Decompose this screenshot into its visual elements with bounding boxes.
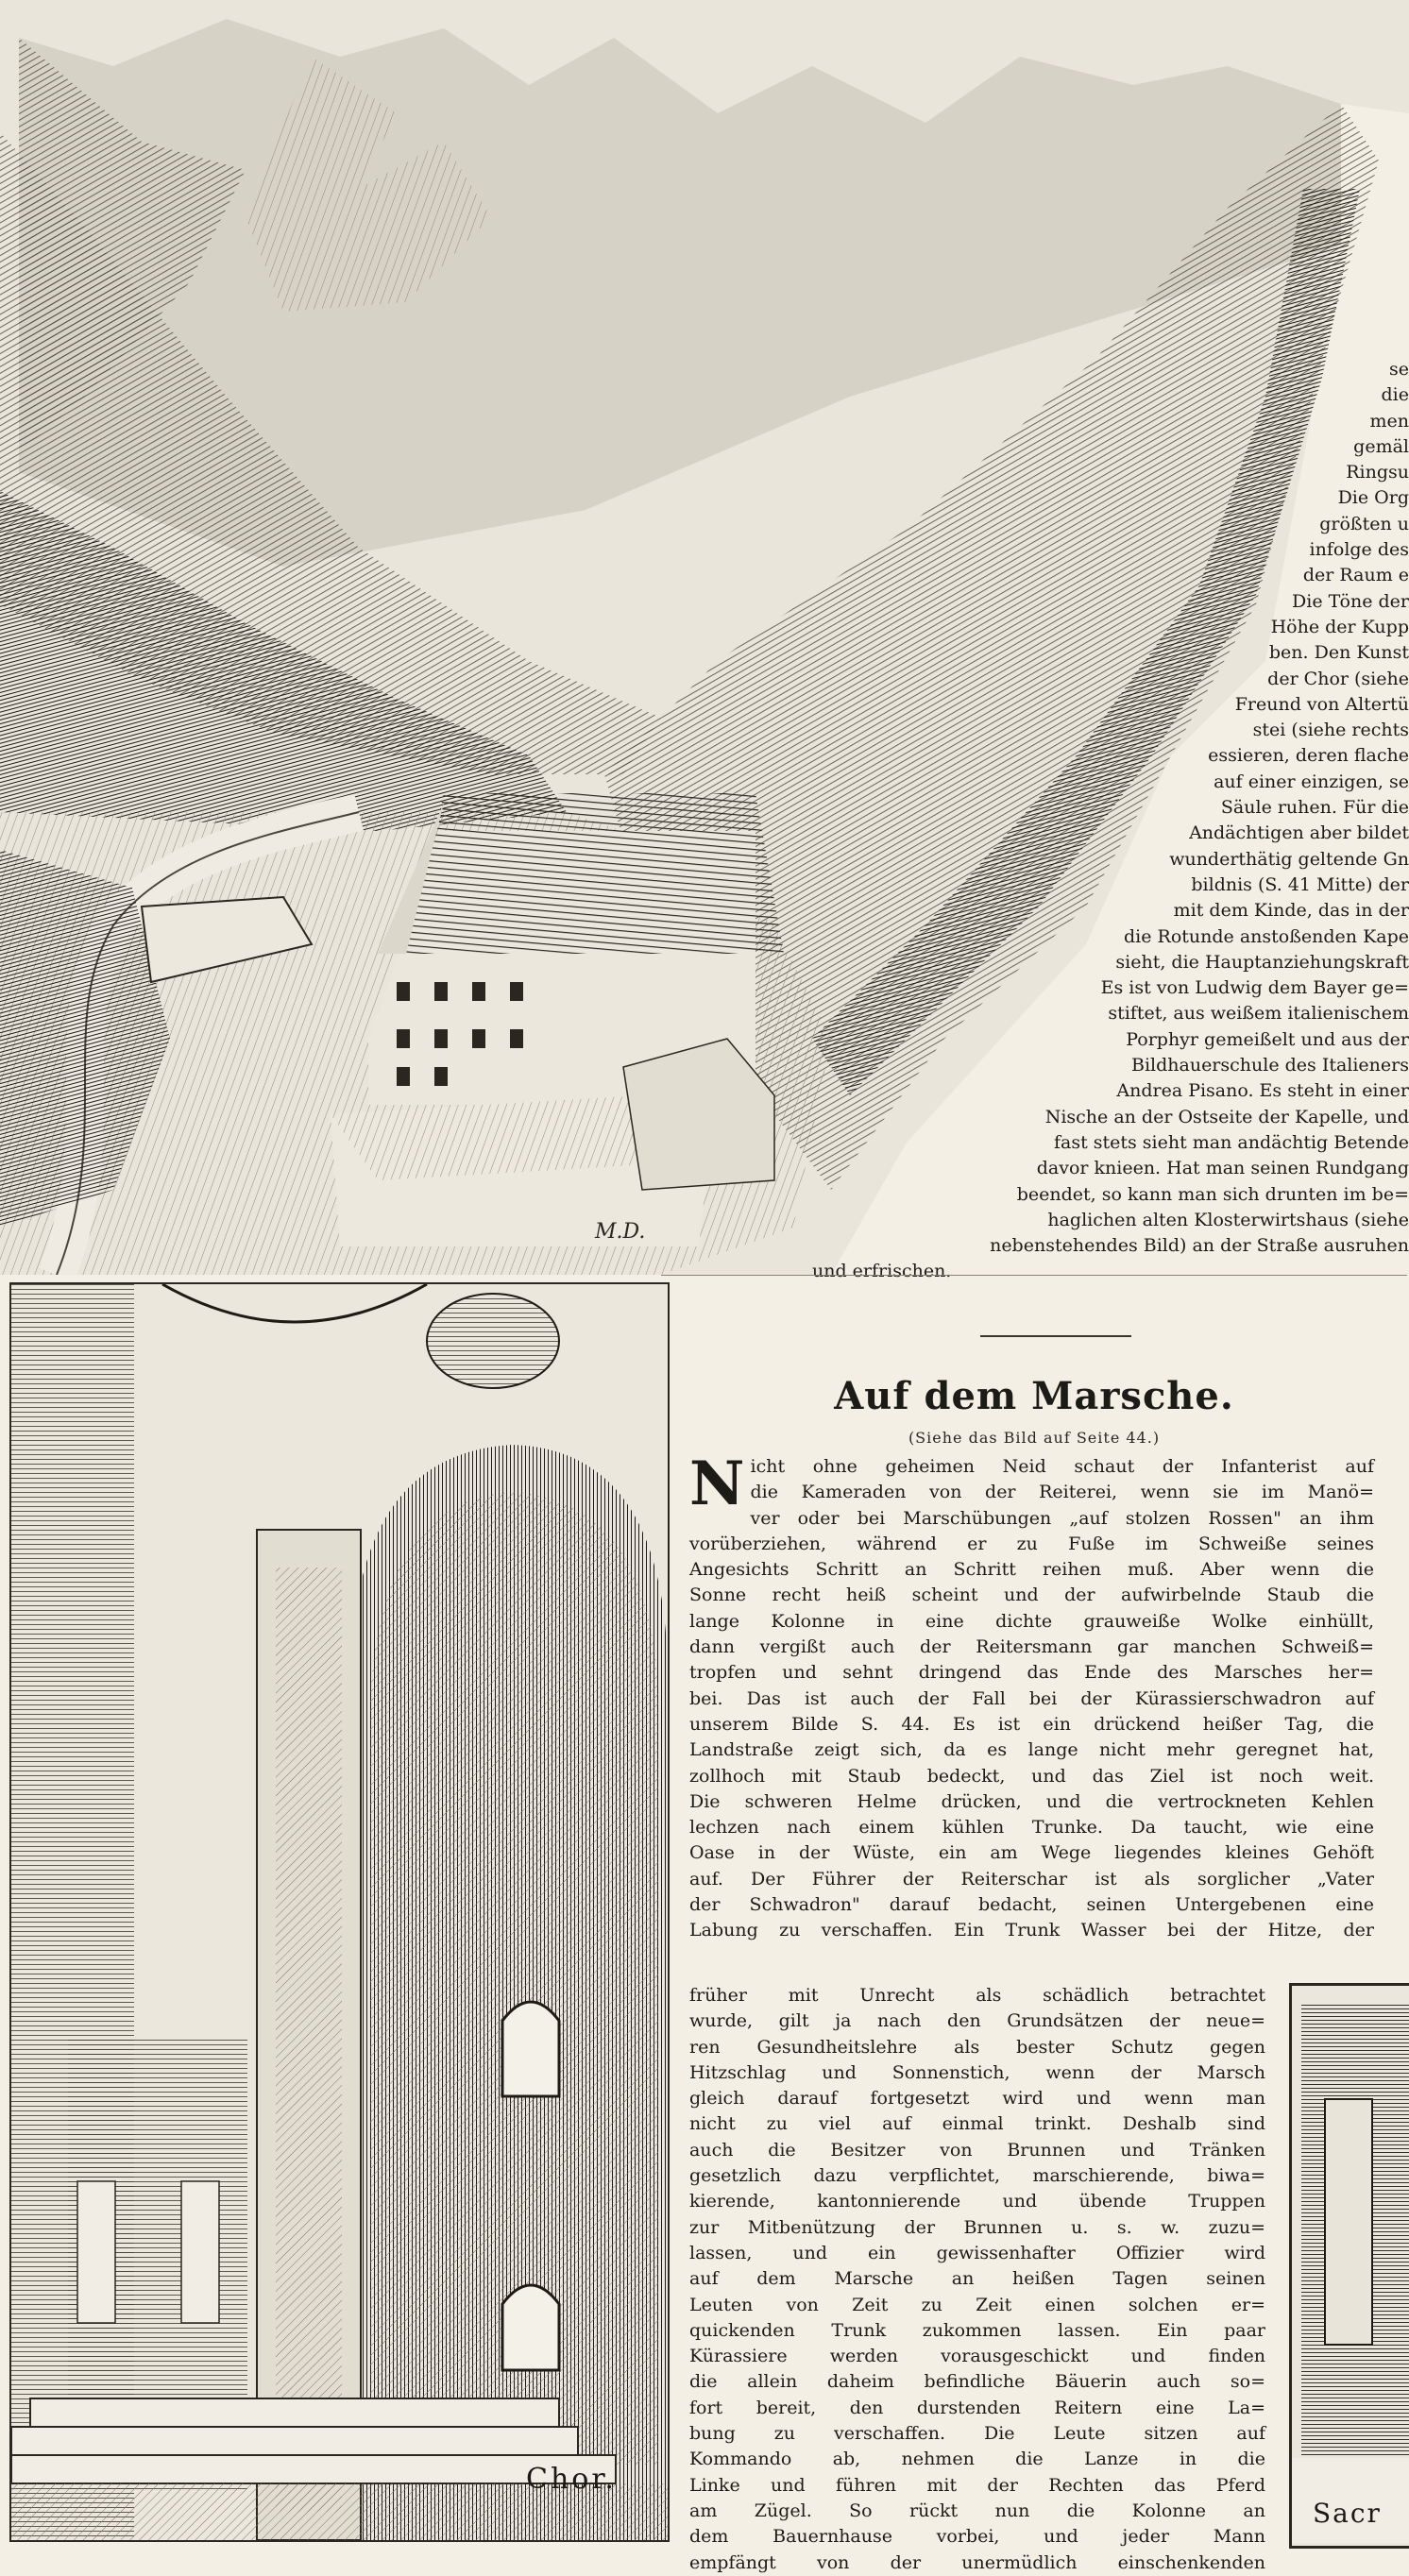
text-line: lange Kolonne in eine dichte grauweiße Wolke einhüllt, [689,1610,1374,1632]
text-line: haglichen alten Klosterwirtshaus (siehe [1047,1209,1409,1230]
text-line: wunderthätig geltende Gn [1169,848,1409,870]
text-line: stiftet, aus weißem italienischem [1108,1003,1409,1025]
text-line: Die Org [1337,487,1409,509]
text-line: infolge des [1309,539,1409,561]
text-line: fort bereit, den durstenden Reitern eine La= [689,2397,1265,2418]
text-line: die Kameraden von der Reiterei, wenn sie im Manö= [750,1482,1374,1503]
text-line: Höhe der Kupp [1270,616,1409,637]
article-wide-lines [689,1480,1374,1943]
text-line: Kommando ab, nehmen die Lanze in die [689,2449,1265,2470]
text-line: beendet, so kann man sich drunten im be= [1016,1183,1409,1205]
text-line: gleich darauf fortgesetzt wird und wenn man [689,2088,1265,2110]
text-line: nebenstehendes Bild) an der Straße ausruhen [990,1235,1409,1257]
text-line: der Chor (siehe [1267,668,1409,689]
text-line: Sonne recht heiß scheint und der aufwirbelnde Staub die [689,1585,1374,1606]
article-body-narrow [689,1983,1265,2576]
text-line: Die schweren Helme drücken, und die vertrockneten Kehlen [689,1790,1374,1812]
chor-illustration [9,1282,670,2542]
text-line: bildnis (S. 41 Mitte) der [1191,873,1409,895]
text-line: und erfrischen. [812,1261,952,1282]
text-line: dann vergißt auch der Reitersmann gar manchen Schweiß= [689,1636,1374,1658]
text-line: Hitzschlag und Sonnenstich, wenn der Marsch [689,2061,1265,2083]
text-line: der Raum e [1302,565,1409,586]
text-line: der Schwadron" darauf bedacht, seinen Untergebenen eine [689,1894,1374,1916]
text-line: Bildhauerschule des Italieners [1130,1055,1409,1076]
sacristy-illustration [1289,1983,1409,2549]
text-line: nicht zu viel auf einmal trinkt. Deshalb sind [689,2113,1265,2135]
text-line: dem Bauernhause vorbei, und jeder Mann [689,2526,1265,2548]
text-line: bung zu verschaffen. Die Leute sitzen auf [689,2423,1265,2445]
text-line: Säule ruhen. Für die [1220,797,1409,819]
text-line: Leuten von Zeit zu Zeit einen solchen er= [689,2294,1265,2315]
text-line: am Zügel. So rückt nun die Kolonne an [689,2500,1265,2521]
text-line: empfängt von der unermüdlich einschenkenden [689,2551,1265,2573]
text-line: vorüberziehen, während er zu Fuße im Schweiße seines [689,1533,1374,1554]
text-line: die Rotunde anstoßenden Kape [1124,925,1409,947]
text-line: ren Gesundheitslehre als bester Schutz gegen [689,2036,1265,2058]
text-line: auf dem Marsche an heißen Tagen seinen [689,2268,1265,2290]
text-line: Die Töne der [1292,590,1409,612]
text-line: bei. Das ist auch der Fall bei der Kürassierschwadron auf [689,1687,1374,1709]
text-line: Labung zu verschaffen. Ein Trunk Wasser bei der Hitze, der [689,1920,1374,1941]
text-line: Porphyr gemeißelt und aus der [1126,1028,1409,1050]
text-line: größten u [1319,513,1409,534]
text-line: wurde, gilt ja nach den Grundsätzen der neue= [689,2010,1265,2032]
divider-line [661,1275,1407,1276]
sacristy-caption: Sacr [1313,2498,1382,2529]
text-line: lechzen nach einem kühlen Trunke. Da taucht, wie eine [689,1817,1374,1839]
text-line: ver oder bei Marschübungen „auf stolzen Rossen" an ihm [750,1507,1374,1529]
upper-text-column [812,357,1409,1285]
text-line: Landstraße zeigt sich, da es lange nicht mehr geregnet hat, [689,1739,1374,1761]
text-line: Nische an der Ostseite der Kapelle, und [1044,1106,1409,1127]
text-line: stei (siehe rechts [1252,720,1409,741]
text-line: sieht, die Hauptanziehungskraft [1115,951,1409,973]
article-body-wide [689,1449,1374,1944]
text-line: die allein daheim befindliche Bäuerin auch so= [689,2371,1265,2393]
article-line: icht ohne geheimen Neid schaut der Infanterist auf [750,1456,1374,1477]
text-line: zur Mitbenützung der Brunnen u. s. w. zuzu= [689,2216,1265,2238]
text-line: men [1369,410,1409,432]
chor-caption: Chor. [526,2463,617,2496]
artist-signature: M.D. [595,1220,646,1244]
section-rule [980,1335,1131,1337]
text-line: zollhoch mit Staub bedeckt, und das Ziel ist noch weit. [689,1765,1374,1787]
text-line: gesetzlich dazu verpflichtet, marschierende, biwa= [689,2165,1265,2187]
text-line: essieren, deren flache [1208,745,1409,767]
text-line: gemäl [1353,435,1409,457]
text-line: Freund von Altertü [1234,693,1409,715]
text-line: Oase in der Wüste, ein am Wege liegendes kleines Gehöft [689,1842,1374,1864]
text-line: se [1389,359,1409,380]
drop-cap: N [689,1449,745,1519]
text-line: Andrea Pisano. Es steht in einer [1116,1080,1409,1102]
text-line: Linke und führen mit der Rechten das Pferd [689,2474,1265,2496]
text-line: tropfen und sehnt dringend das Ende des Marsches her= [689,1662,1374,1684]
text-line: lassen, und ein gewissenhafter Offizier wird [689,2242,1265,2263]
text-line: mit dem Kinde, das in der [1173,900,1409,922]
text-line: fast stets sieht man andächtig Betende [1053,1131,1409,1153]
article-title: Auf dem Marsche. [834,1374,1234,1418]
text-line: quickenden Trunk zukommen lassen. Ein paar [689,2319,1265,2341]
text-line: unserem Bilde S. 44. Es ist ein drückend heißer Tag, die [689,1713,1374,1735]
text-line: kierende, kantonnierende und übende Truppen [689,2191,1265,2212]
text-line: auf. Der Führer der Reiterschar ist als sorglicher „Vater [689,1868,1374,1890]
text-line: davor knieen. Hat man seinen Rundgang [1036,1158,1409,1179]
article-subtitle: (Siehe das Bild auf Seite 44.) [908,1429,1161,1447]
text-line: auf einer einzigen, se [1214,771,1409,792]
text-line: Kürassiere werden vorausgeschickt und finden [689,2346,1265,2367]
text-line: auch die Besitzer von Brunnen und Tränken [689,2139,1265,2161]
text-line: früher mit Unrecht als schädlich betrachtet [689,1985,1265,2006]
text-line: Ringsu [1346,462,1409,483]
text-line: die [1381,384,1409,406]
text-line: Angesichts Schritt an Schritt reihen muß. Aber wenn die [689,1559,1374,1581]
text-line: ben. Den Kunst [1268,642,1409,664]
text-line: Andächtigen aber bildet [1189,822,1409,844]
text-line: Es ist von Ludwig dem Bayer ge= [1100,977,1409,999]
